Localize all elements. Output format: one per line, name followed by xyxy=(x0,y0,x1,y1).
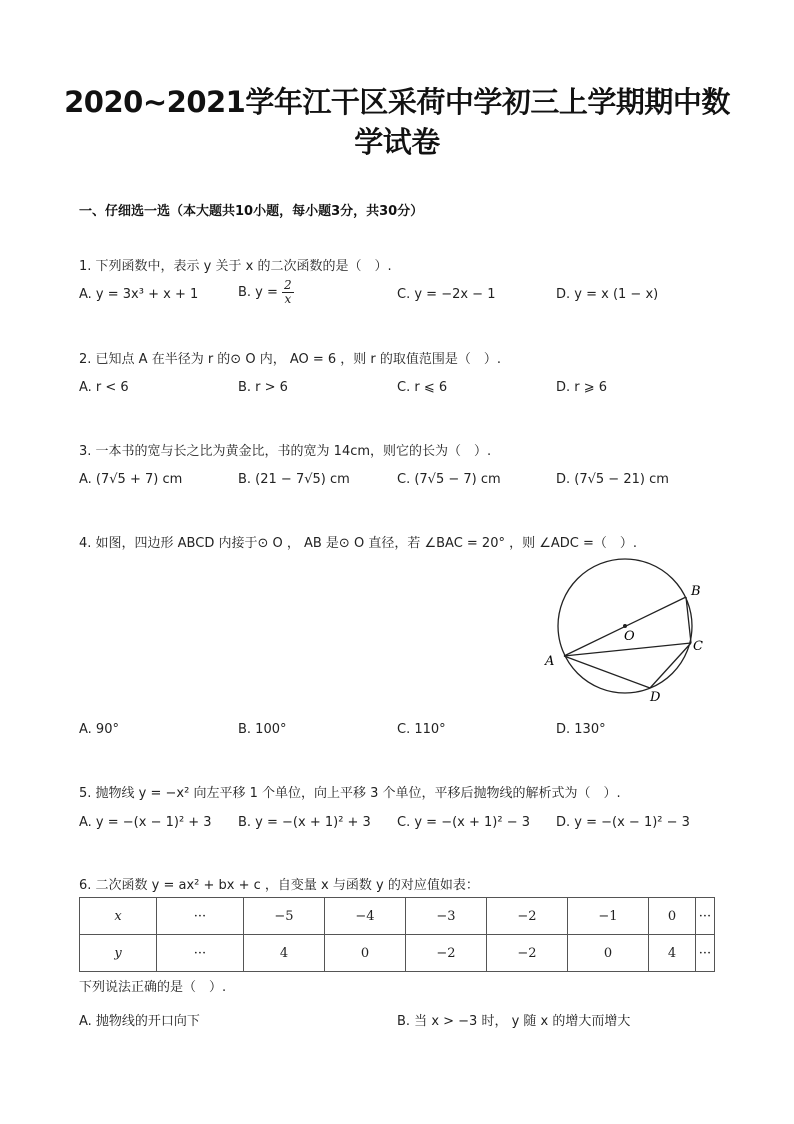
q1-option-a: A. y = 3x³ + x + 1 xyxy=(79,287,199,302)
q6-after-table: 下列说法正确的是（ ）. xyxy=(79,980,227,995)
q5-option-c: C. y = −(x + 1)² − 3 xyxy=(397,815,530,830)
q5-option-a: A. y = −(x − 1)² + 3 xyxy=(79,815,212,830)
q4-option-a: A. 90° xyxy=(79,722,119,737)
table-cell: ··· xyxy=(157,898,244,935)
q6-option-a: A. 抛物线的开口向下 xyxy=(79,1014,200,1029)
q3-option-a: A. (7√5 + 7) cm xyxy=(79,472,183,487)
table-cell: −2 xyxy=(487,898,568,935)
table-cell: −1 xyxy=(568,898,649,935)
center-point xyxy=(623,624,627,628)
label-d: D xyxy=(650,690,661,705)
table-cell: y xyxy=(80,935,157,972)
value-table xyxy=(79,897,715,972)
table-cell: 0 xyxy=(649,898,696,935)
q3-stem: 3. 一本书的宽与长之比为黄金比，书的宽为 14cm，则它的长为（ ）. xyxy=(79,444,492,459)
table-cell: ··· xyxy=(696,898,715,935)
q2-option-b: B. r > 6 xyxy=(238,380,288,395)
q1-option-c: C. y = −2x − 1 xyxy=(397,287,496,302)
table-cell: −4 xyxy=(325,898,406,935)
table-cell: ··· xyxy=(157,935,244,972)
label-b: B xyxy=(691,584,701,599)
table-cell: x xyxy=(80,898,157,935)
q1-option-b-fraction xyxy=(282,279,294,306)
table-cell: −2 xyxy=(487,935,568,972)
table-cell: −5 xyxy=(244,898,325,935)
q1-option-b-numerator: 2 xyxy=(284,278,292,292)
q5-option-b: B. y = −(x + 1)² + 3 xyxy=(238,815,371,830)
label-c: C xyxy=(693,639,703,654)
q1-option-b xyxy=(238,279,294,306)
table-cell: −2 xyxy=(406,935,487,972)
q1-option-b-prefix: B. y = xyxy=(238,285,278,300)
q6-option-b: B. 当 x > −3 时， y 随 x 的增大而增大 xyxy=(397,1014,631,1029)
q6-stem: 6. 二次函数 y = ax² + bx + c ，自变量 x 与函数 y 的对应值如表： xyxy=(79,878,479,893)
q2-stem: 2. 已知点 A 在半径为 r 的⊙ O 内， AO = 6 ，则 r 的取值范围是（ ）. xyxy=(79,352,502,367)
q1-stem: 1. 下列函数中，表示 y 关于 x 的二次函数的是（ ）. xyxy=(79,259,392,274)
q4-option-b: B. 100° xyxy=(238,722,287,737)
q1-option-b-denominator: x xyxy=(284,292,292,306)
table-cell: 0 xyxy=(325,935,406,972)
label-a: A xyxy=(545,654,555,669)
table-row-x xyxy=(80,898,715,935)
q2-option-d: D. r ⩾ 6 xyxy=(556,380,608,395)
label-o: O xyxy=(624,629,635,644)
q3-option-d: D. (7√5 − 21) cm xyxy=(556,472,669,487)
segment-dc xyxy=(650,643,691,688)
table-cell: 4 xyxy=(649,935,696,972)
q4-option-d: D. 130° xyxy=(556,722,606,737)
circle-figure xyxy=(530,555,730,715)
q2-option-a: A. r < 6 xyxy=(79,380,129,395)
q4-stem: 4. 如图，四边形 ABCD 内接于⊙ O ， AB 是⊙ O 直径，若 ∠BAC = 20° ，则 ∠ADC =（ ）. xyxy=(79,536,638,551)
page-title-line2: 学试卷 xyxy=(354,125,440,159)
table-cell: ··· xyxy=(696,935,715,972)
table-cell: 4 xyxy=(244,935,325,972)
section-heading: 一、仔细选一选（本大题共10小题，每小题3分，共30分） xyxy=(79,204,424,219)
segment-ac xyxy=(564,643,691,656)
q5-stem: 5. 抛物线 y = −x² 向左平移 1 个单位，向上平移 3 个单位，平移后抛物线的解析式为（ ）. xyxy=(79,786,621,801)
table-row-y xyxy=(80,935,715,972)
table-cell: 0 xyxy=(568,935,649,972)
q2-option-c: C. r ⩽ 6 xyxy=(397,380,448,395)
q3-option-c: C. (7√5 − 7) cm xyxy=(397,472,501,487)
q1-option-d: D. y = x (1 − x) xyxy=(556,287,659,302)
table-cell: −3 xyxy=(406,898,487,935)
q4-option-c: C. 110° xyxy=(397,722,446,737)
q3-option-b: B. (21 − 7√5) cm xyxy=(238,472,350,487)
page-title-line1: 2020~2021学年江干区采荷中学初三上学期期中数 xyxy=(64,85,730,119)
q5-option-d: D. y = −(x − 1)² − 3 xyxy=(556,815,690,830)
